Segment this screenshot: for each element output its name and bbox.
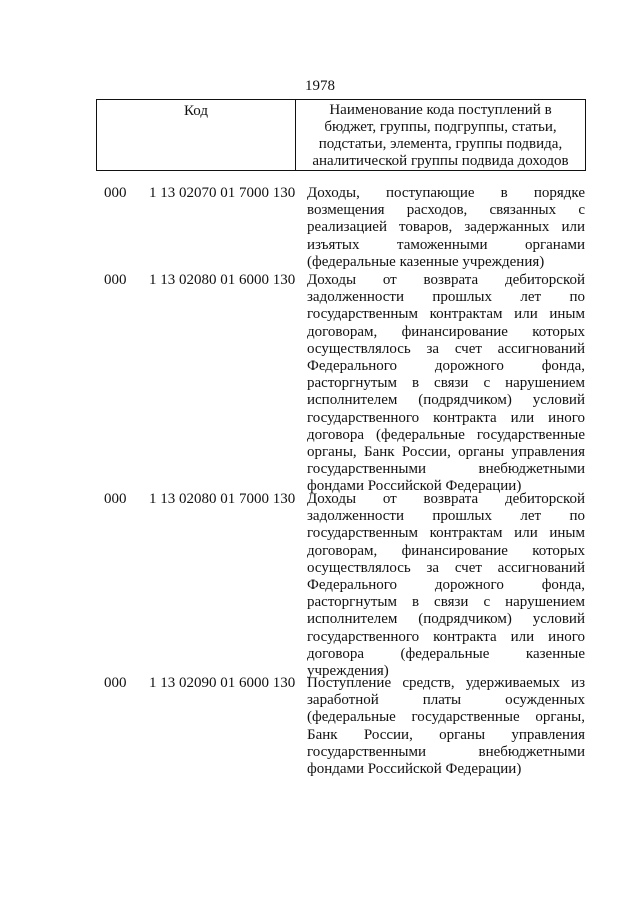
header-code-column: Код — [97, 100, 296, 170]
row-admin-code: 000 — [104, 185, 127, 201]
table-row — [0, 491, 640, 680]
row-revenue-code: 1 13 02080 01 7000 130 — [149, 491, 296, 507]
table-row — [0, 675, 640, 780]
row-admin-code: 000 — [104, 272, 127, 288]
row-description: Доходы от возврата дебиторской задолженности прошлых лет по государственным контрактам или иным договорам, финансирование которых осуществлялось за счет ассигнований Федерального дорожного фонда, расторгнутым в связи с нарушением исполнителем (подрядчиком) условий государственного контракта или иного договора (федеральные казенные учреждения) — [307, 491, 585, 680]
table-header — [96, 99, 586, 171]
row-description: Доходы, поступающие в порядке возмещения расходов, связанных с реализацией товаров, задержанных или изъятых таможенными органами (федеральные казенные учреждения) — [307, 185, 585, 270]
header-name-column: Наименование кода поступлений в бюджет, группы, подгруппы, статьи, подстатьи, элемента, группы подвида, аналитической группы подвида доходов — [312, 102, 569, 169]
table-row — [0, 185, 640, 272]
row-revenue-code: 1 13 02080 01 6000 130 — [149, 272, 296, 288]
row-description: Поступление средств, удерживаемых из заработной платы осужденных (федеральные государственные органы, Банк России, органы управления государственными внебюджетными фондами Российской Федерации) — [307, 675, 585, 778]
row-admin-code: 000 — [104, 491, 127, 507]
row-revenue-code: 1 13 02070 01 7000 130 — [149, 185, 296, 201]
row-description: Доходы от возврата дебиторской задолженности прошлых лет по государственным контрактам или иным договорам, финансирование которых осуществлялось за счет ассигнований Федерального дорожного фонда, расторгнутым в связи с нарушением исполнителем (подрядчиком) условий государственного контракта или иного договора (федеральные государственные органы, Банк России, органы управления государственными внебюджетными фондами Российской Федерации) — [307, 272, 585, 495]
page-number: 1978 — [305, 78, 335, 94]
row-revenue-code: 1 13 02090 01 6000 130 — [149, 675, 296, 691]
row-admin-code: 000 — [104, 675, 127, 691]
table-body — [0, 185, 640, 780]
table-row — [0, 272, 640, 495]
